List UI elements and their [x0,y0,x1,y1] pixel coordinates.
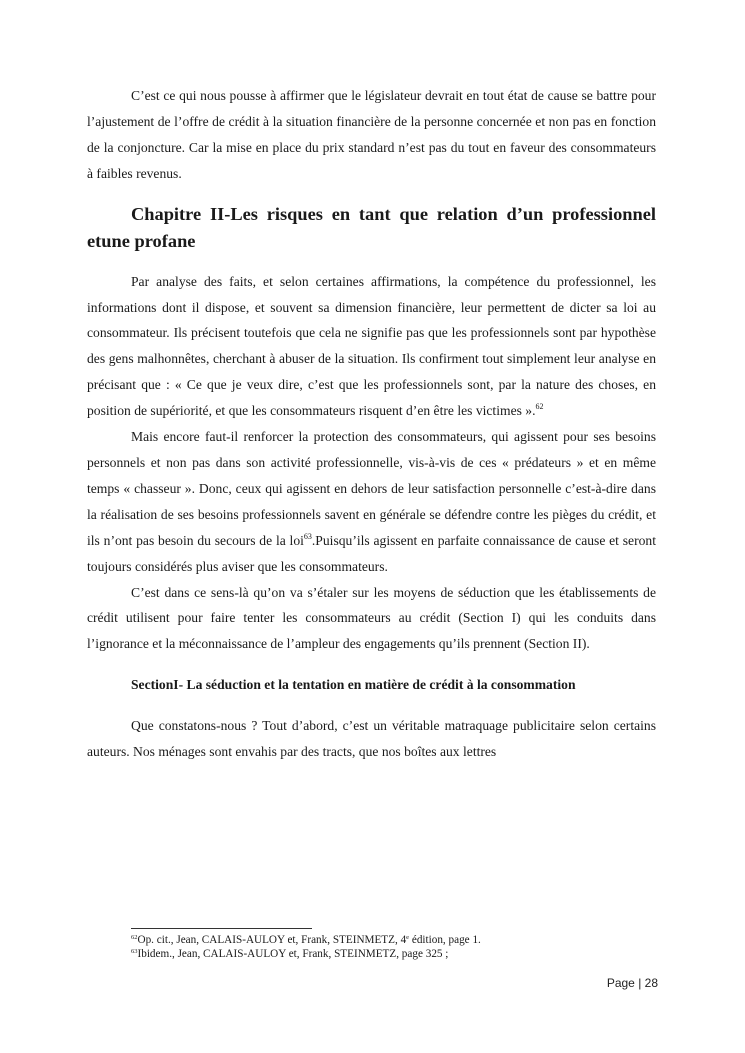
footnote-63 [131,948,448,961]
page-number: Page | 28 [606,976,658,990]
paragraph-3-text-b: .Puisqu’ils agissent en parfaite connaissance de cause et seront toujours considérés plus aviser que les consommateurs. [87,532,656,574]
footnote-number: 62 [131,934,138,941]
section-heading: SectionI- La séduction et la tentation en matière de crédit à la consommation [131,677,576,693]
paragraph-1: C’est ce qui nous pousse à affirmer que le législateur devrait en tout état de cause se battre pour l’ajustement de l’offre de crédit à la situation financière de la personne concernée et non pas en fonction de la conjoncture. Car la mise en place du prix standard n’est pas du tout en faveur des consommateurs à faibles revenus. [87,88,656,181]
paragraph-3-text-a: Mais encore faut-il renforcer la protection des consommateurs, qui agissent pour ses besoins personnels et non pas dans son activité professionnelle, vis-à-vis de ces « prédateurs » et en même temps « chasseur ». Donc, ceux qui agissent en dehors de leur satisfaction personnelle c’est-à-dire dans la réalisation de ses besoins professionnels savent en générale se défendre contre les pièges du crédit, et ils n’ont pas besoin du secours de la loi [87,429,656,548]
footnote-number: 63 [131,948,138,955]
footnote-text: Ibidem., Jean, CALAIS-AULOY et, Frank, STEINMETZ, page 325 ; [137,948,449,960]
footnote-superscript: e [406,934,410,941]
footnote-text: Op. cit., Jean, CALAIS-AULOY et, Frank, STEINMETZ, 4 [137,934,407,946]
footnote-ref-63[interactable]: 63 [303,531,312,541]
footnote-separator [131,928,312,929]
footnote-62 [131,934,481,947]
paragraph-5: Que constatons-nous ? Tout d’abord, c’est un véritable matraquage publicitaire selon certains auteurs. Nos ménages sont envahis par des tracts, que nos boîtes aux lettres [87,718,656,760]
document-body [87,83,656,765]
paragraph-2-text: Par analyse des faits, et selon certaines affirmations, la compétence du professionnel, les informations dont il dispose, et souvent sa dimension financière, leur permettent de dicter sa loi au consommateur. Ils précisent toutefois que cela ne signifie pas que les professionnels sont par hypothèse des gens malhonnêtes, cherchant à abuser de la situation. Ils confirment tout simplement leur analyse en précisant que : « Ce que je veux dire, c’est que les professionnels sont, par la nature des choses, en position de supériorité, et que les consommateurs risquent d’en être les victimes ». [87,273,656,419]
paragraph-3 [87,424,656,579]
footnote-text-end: édition, page 1. [409,934,481,946]
chapter-heading: Chapitre II-Les risques en tant que relation d’un professionnel etune profane [87,203,656,251]
paragraph-2 [87,269,656,424]
footnote-ref-62[interactable]: 62 [535,402,544,412]
paragraph-4: C’est dans ce sens-là qu’on va s’étaler sur les moyens de séduction que les établissements de crédit utilisent pour faire tenter les consommateurs au crédit (Section I) qui les conduits dans l’ignorance et la méconnaissance de l’ampleur des engagements qu’ils prennent (Section II). [87,584,656,652]
